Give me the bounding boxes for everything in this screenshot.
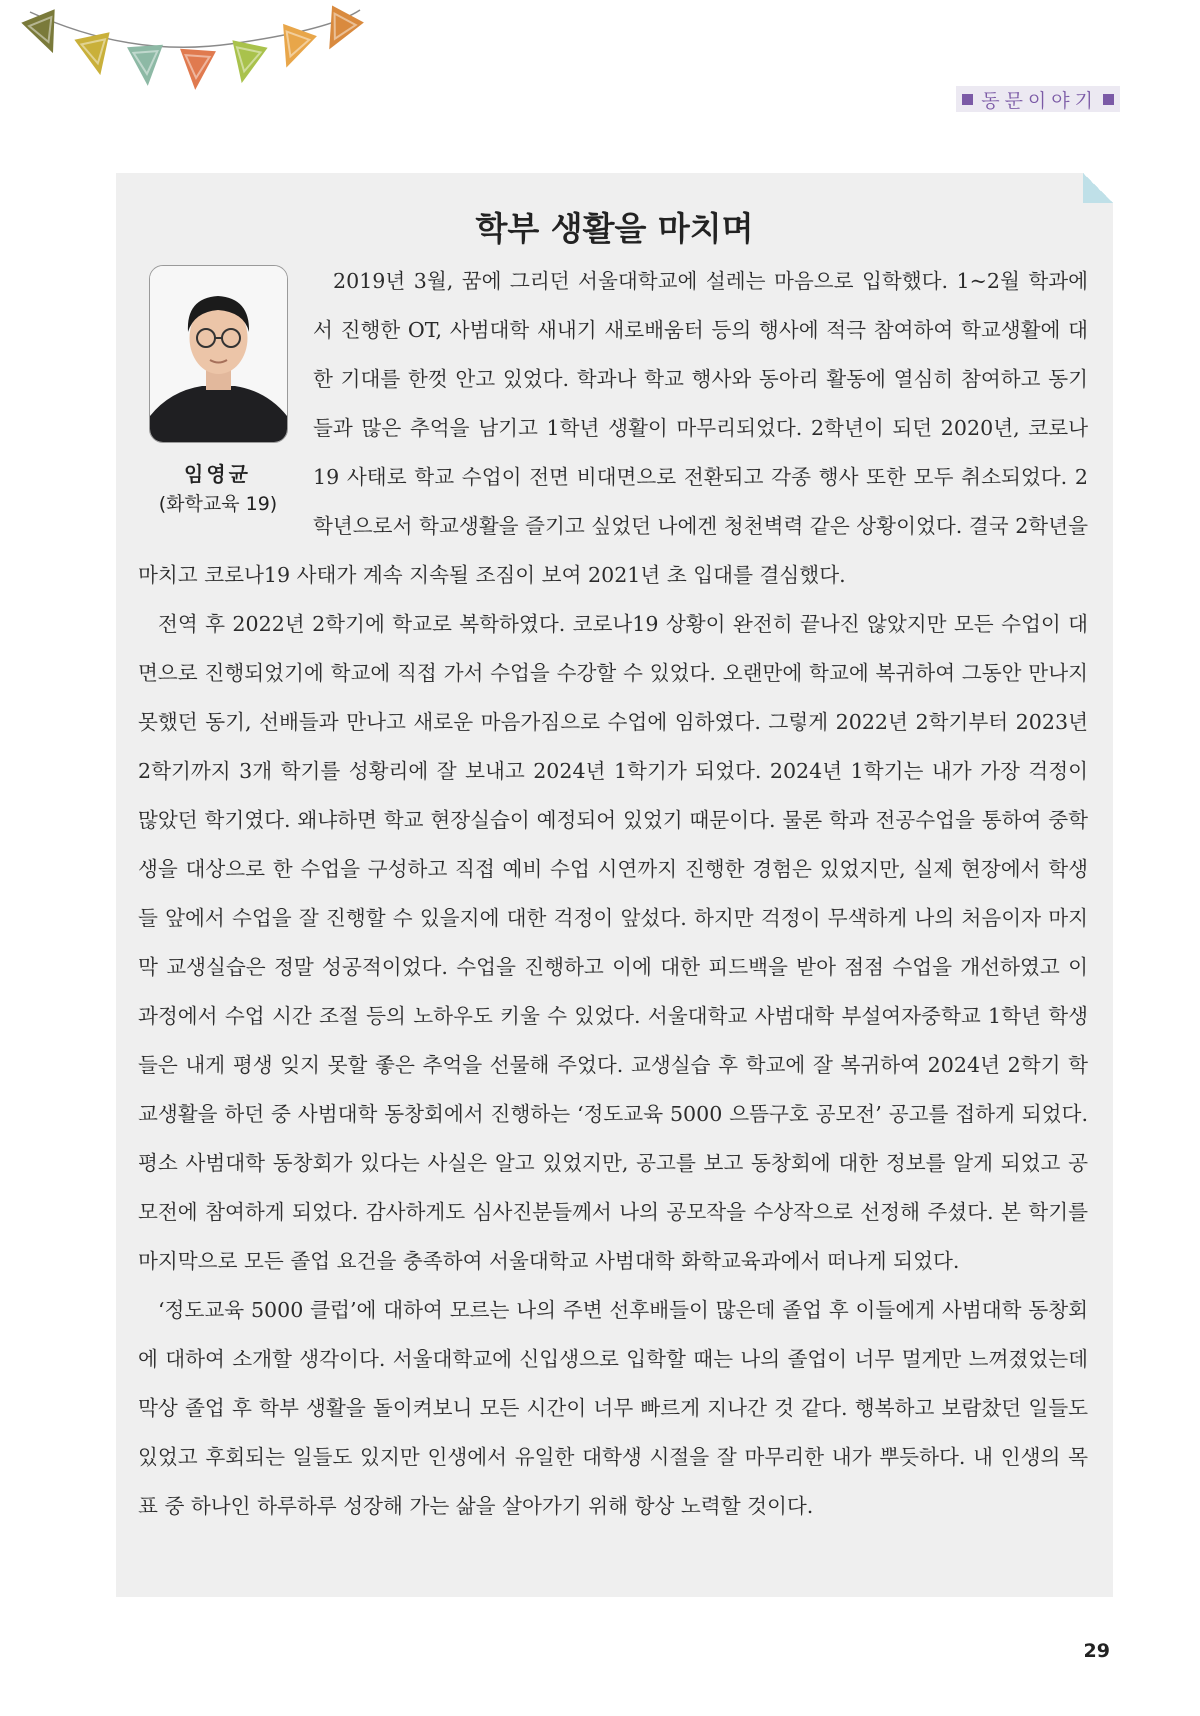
bunting-flag-icon: [269, 24, 317, 74]
person-portrait-icon: [150, 266, 287, 442]
article-paragraph: ‘정도교육 5000 클럽’에 대하여 모르는 나의 주변 선후배들이 많은데 졸업 후 이들에게 사범대학 동창회에 대하여 소개할 생각이다. 서울대학교에 신입생으로 입학할 때는 나의 졸업이 너무 멀게만 느껴졌었는데 막상 졸업 후 학부 생활을 돌이켜보니 모든 시간이 너무 빠르게 지나간 것 같다. 행복하고 보람찼던 일들도 있었고 후회되는 일들도 있지만 인생에서 유일한 대학생 시절을 잘 마무리한 내가 뿌듯하다. 내 인생의 목표 중 하나인 하루하루 성장해 가는 삶을 살아가기 위해 항상 노력할 것이다.: [138, 1298, 1088, 1518]
page-number: 29: [1083, 1640, 1110, 1662]
square-bullet-icon: [962, 94, 973, 105]
article-card: [116, 173, 1113, 1597]
bunting-flags-icon: [0, 0, 380, 100]
author-name: 임영균: [184, 462, 251, 486]
section-tag: [956, 86, 1120, 112]
article-title: 학부 생활을 마치며: [475, 209, 754, 248]
section-tag-label: 동문이야기: [981, 89, 1098, 112]
author-department: (화학교육 19): [158, 493, 278, 515]
bunting-flag-icon: [21, 9, 69, 60]
article-paragraph: 전역 후 2022년 2학기에 학교로 복학하였다. 코로나19 상황이 완전히 끝나진 않았지만 모든 수업이 대면으로 진행되었기에 학교에 직접 가서 수업을 수강할 수 있었다. 오랜만에 학교에 복귀하여 그동안 만나지 못했던 동기, 선배들과 만나고 새로운 마음가짐으로 수업에 임하였다. 그렇게 2022년 2학기부터 2023년 2학기까지 3개 학기를 성황리에 잘 보내고 2024년 1학기가 되었다. 2024년 1학기는 내가 가장 걱정이 많았던 학기였다. 왜냐하면 학교 현장실습이 예정되어 있었기 때문이다. 물론 학과 전공수업을 통하여 중학생을 대상으로 한 수업을 구성하고 직접 예비 수업 시연까지 진행한 경험은 있었지만, 실제 현장에서 학생들 앞에서 수업을 잘 진행할 수 있을지에 대한 걱정이 앞섰다. 하지만 걱정이 무색하게 나의 처음이자 마지막 교생실습은 정말 성공적이었다. 수업을 진행하고 이에 대한 피드백을 받아 점점 수업을 개선하였고 이 과정에서 수업 시간 조절 등의 노하우도 키울 수 있었다. 서울대학교 사범대학 부설여자중학교 1학년 학생들은 내게 평생 잊지 못할 좋은 추억을 선물해 주었다. 교생실습 후 학교에 잘 복귀하여 2024년 2학기 학교생활을 하던 중 사범대학 동창회에서 진행하는 ‘정도교육 5000 으뜸구호 공모전’ 공고를 접하게 되었다. 평소 사범대학 동창회가 있다는 사실은 알고 있었지만, 공고를 보고 동창회에 대한 정보를 알게 되었고 공모전에 참여하게 되었다. 감사하게도 심사진분들께서 나의 공모작을 수상작으로 선정해 주셨다. 본 학기를 마지막으로 모든 졸업 요건을 충족하여 서울대학교 사범대학 화학교육과에서 떠나게 되었다.: [138, 612, 1088, 1273]
article-paragraph: 2019년 3월, 꿈에 그리던 서울대학교에 설레는 마음으로 입학했다. 1~2월 학과에서 진행한 OT, 사범대학 새내기 새로배움터 등의 행사에 적극 참여하여 학교생활에 대한 기대를 한껏 안고 있었다. 학과나 학교 행사와 동아리 활동에 열심히 참여하고 동기들과 많은 추억을 남기고 1학년 생활이 마무리되었다. 2학년이 되던 2020년, 코로나19 사태로 학교 수업이 전면 비대면으로 전환되고 각종 행사 또한 모두 취소되었다. 2학년으로서 학교생활을 즐기고 싶었던 나에겐 청천벽력 같은 상황이었다. 결국 2학년을 마치고 코로나19 사태가 계속 지속될 조짐이 보여 2021년 초 입대를 결심했다.: [138, 269, 1088, 587]
bunting-flag-icon: [224, 40, 268, 87]
article-body: [138, 257, 1088, 1531]
author-photo: [149, 265, 288, 443]
corner-fold-icon: [1083, 173, 1113, 203]
bunting-flag-icon: [313, 6, 364, 58]
square-bullet-icon: [1103, 94, 1114, 105]
